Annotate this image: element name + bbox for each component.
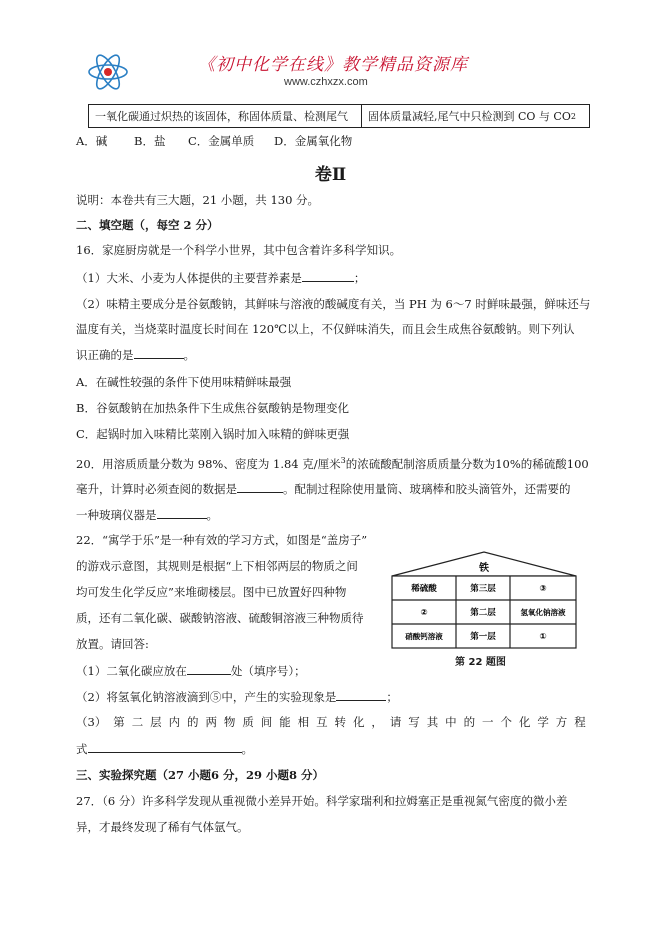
q22-part2-start: （2）将氢氧化钠溶液滴到⑤中，产生的实验现象是: [76, 690, 337, 704]
floor3-middle: 第三层: [470, 584, 496, 594]
q22-part3-word: 个: [500, 715, 512, 729]
table-cell-result: [362, 105, 589, 127]
q22-part3-word: 化: [352, 715, 365, 729]
q22-part3-word: 的: [463, 715, 476, 729]
q16-part2-line2: 温度有关，当烧菜时温度长时间在 120℃以上，不仅鲜味消失，而且会生成焦谷氨酸钠。则下列认: [76, 322, 575, 336]
atom-logo-icon: [86, 50, 130, 94]
q16-part1-text: （1）大米、小麦为人体提供的主要营养素是: [76, 271, 302, 285]
q22-part3-word: 学: [537, 715, 549, 729]
q22-part3-word: 化: [518, 715, 531, 729]
q27-line2: 异，才最终发现了稀有气体氩气。: [76, 820, 249, 834]
table-cell-method: 一氧化碳通过炽热的该固体，称固体质量、检测尾气: [89, 105, 362, 127]
q20-blank-1[interactable]: [237, 480, 283, 493]
instructions: 说明：本卷共有三大题，21 小题，共 130 分。: [76, 193, 320, 207]
floor2-right: 氢氧化钠溶液: [520, 608, 566, 617]
q16-part2-end: 。: [183, 348, 195, 362]
q22-line4: 质，还有二氧化碳、碳酸钠溶液、硫酸铜溶液三种物质待: [76, 611, 364, 625]
q20-line2-end: 。配制过程除使用量筒、玻璃棒和胶头滴管外，还需要的: [283, 482, 571, 496]
q22-part3-word: 中: [445, 715, 457, 729]
q22-part3-word: 二: [131, 715, 144, 729]
section-2-heading: 二、填空题（，每空 2 分）: [76, 218, 219, 232]
floor2-middle: 第二层: [470, 608, 496, 618]
q22-part3-word: 方: [555, 715, 568, 729]
q16-part2-line3-text: 识正确的是: [76, 348, 134, 362]
q22-part2-blank[interactable]: [336, 688, 386, 701]
q22-part1-start: （1）二氧化碳应放在: [76, 664, 187, 678]
q22-part3-word: 请: [389, 715, 402, 729]
section-3-heading: 三、实验探究题（27 小题6 分，29 小题8 分）: [76, 768, 325, 782]
q22-part3-word: ，: [371, 715, 383, 729]
q22-part3-word: 内: [168, 715, 181, 729]
q22-part1-end: 处（填序号）；: [230, 664, 306, 678]
floor1-right: ①: [539, 632, 547, 642]
q22-line1: 22．“寓学于乐”是一种有效的学习方式，如图是“盖房子”: [76, 533, 368, 547]
q22-part1: [76, 662, 306, 679]
q20-line2: [76, 480, 571, 497]
q22-part3-line2-start: 式: [76, 742, 88, 756]
q27-line1: 27．（6 分）许多科学发现从重视微小差异开始。科学家瑞利和拉姆塞正是重视氮气密度的微小差: [76, 794, 568, 808]
q22-part3-word: 层: [150, 715, 162, 729]
q20-line1-sup: 3: [340, 456, 346, 465]
q16-part2-line3: [76, 346, 195, 363]
q22-part3-word: 程: [574, 715, 586, 729]
floor1-left: 硝酸钙溶液: [405, 632, 443, 641]
q22-part3-word: 其: [426, 715, 439, 729]
q22-part3-word: 互: [316, 715, 328, 729]
experiment-table-row: [88, 104, 590, 128]
q22-part2: [76, 688, 398, 705]
option-d: D．金属氧化物: [274, 134, 353, 148]
q20-line1: [76, 453, 589, 472]
floor1-middle: 第一层: [470, 632, 496, 642]
q22-line5: 放置。请回答:: [76, 637, 149, 651]
q22-part3-word: 一: [482, 715, 494, 729]
q22-line2: 的游戏示意图，其规则是根据“上下相邻两层的物质之间: [76, 559, 358, 573]
q20-line3-end: 。: [206, 508, 218, 522]
q22-part3-blank[interactable]: [88, 740, 242, 753]
q22-part3-word: 转: [334, 715, 347, 729]
q22-line3: 均可发生化学反应”来堆砌楼层。图中已放置好四种物: [76, 585, 347, 599]
q20-line1-text: 20．用溶质质量分数为 98%、密度为 1.84 克/厘米: [76, 456, 341, 471]
floor2-left: ②: [420, 608, 428, 618]
q16-part2-blank[interactable]: [134, 346, 184, 359]
q16-part1: [76, 269, 365, 286]
q22-part3-word: 的: [187, 715, 199, 729]
q22-part3-word: 第: [113, 715, 125, 729]
option-c: C．金属单质: [188, 134, 255, 148]
q20-line3-start: 一种玻璃仪器是: [76, 508, 157, 522]
q22-part3-line2: [76, 740, 253, 757]
q16-option-a: A．在碱性较强的条件下使用味精鲜味最强: [76, 375, 292, 389]
banner-url: www.czhxzx.com: [284, 76, 368, 88]
figure-caption: 第 22 题图: [455, 657, 506, 668]
q16-part1-end: ；: [353, 271, 366, 285]
q16-stem: 16．家庭厨房就是一个科学小世界，其中包含着许多科学知识。: [76, 243, 402, 257]
q20-blank-2[interactable]: [157, 506, 207, 519]
q22-part3-word: 质: [242, 715, 254, 729]
q22-part3-word: 相: [297, 715, 310, 729]
q20-line1-end: 的浓硫酸配制溶质质量分数为10%的稀硫酸100: [345, 456, 589, 471]
q16-part2-line1: （2）味精主要成分是谷氨酸钠，其鲜味与溶液的酸碱度有关，当 PH 为 6～7 时鲜味最强，鲜味还与: [76, 297, 591, 311]
q16-part1-blank[interactable]: [302, 269, 354, 282]
q22-part3-word: 写: [408, 715, 420, 729]
q20-line2-start: 毫升，计算时必须查阅的数据是: [76, 482, 237, 496]
table-cell-result-text: 固体质量减轻,尾气中只检测到 CO 与 CO: [368, 110, 571, 123]
q22-part3-word: 能: [279, 715, 291, 729]
section-title: 卷Ⅱ: [314, 165, 347, 185]
floor3-left: 稀硫酸: [411, 584, 437, 594]
floor3-right: ③: [539, 584, 547, 594]
q16-option-b: B．谷氨酸钠在加热条件下生成焦谷氨酸钠是物理变化: [76, 401, 349, 415]
option-a: A．碱: [76, 134, 108, 148]
q16-option-c: C．起锅时加入味精比菜刚入锅时加入味精的鲜味更强: [76, 427, 350, 441]
header-banner: [80, 46, 583, 98]
q22-part2-end: ；: [386, 690, 398, 704]
q22-part3-word: 物: [223, 715, 236, 729]
banner-title: 《初中化学在线》教学精品资源库: [198, 55, 468, 75]
q22-part3-line2-end: 。: [241, 742, 253, 756]
q22-part3-line1: [76, 714, 586, 730]
q20-line3: [76, 506, 218, 523]
q22-part3-word: 两: [205, 715, 217, 729]
house-diagram: [388, 550, 580, 650]
option-b: B．盐: [134, 134, 166, 148]
table-cell-result-subscript: 2: [570, 111, 576, 121]
q22-part1-blank[interactable]: [187, 662, 231, 675]
roof-label: 铁: [479, 563, 489, 574]
q22-part3-word: （3）: [76, 715, 107, 729]
q22-part3-word: 间: [260, 715, 273, 729]
